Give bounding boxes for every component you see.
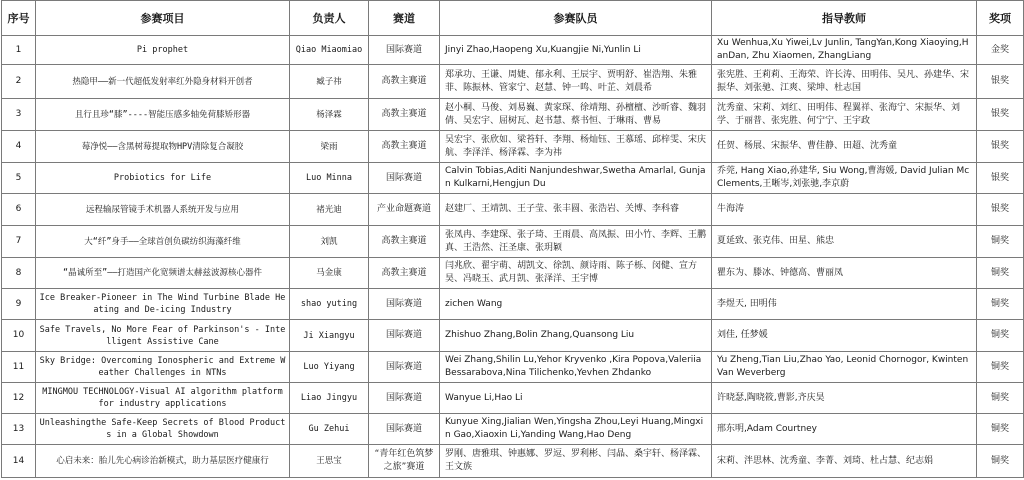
- header-advisors: 指导教师: [712, 1, 977, 36]
- cell-leader: 梁雨: [290, 131, 369, 163]
- cell-members: Calvin Tobias,Aditi Nanjundeshwar,Swetha Amarlal, Gunjan Kulkarni,Hengjun Du: [440, 163, 712, 194]
- cell-advisors: 沈秀童、宋莉、刘红、田明伟、程翼祥、张海宁、宋振华、刘学、于丽普、张宪胜、何宁宁、王宇政: [712, 99, 977, 131]
- cell-project: 大“纤”身手——全球首创负碳纺织海藻纤维: [36, 226, 290, 258]
- table-row: [2, 320, 1024, 352]
- cell-leader: shao yuting: [290, 289, 369, 320]
- cell-no: 8: [2, 258, 36, 289]
- cell-award: 铜奖: [977, 383, 1024, 414]
- header-leader: 负责人: [290, 1, 369, 36]
- cell-project: 且行且珍“膝”----智能压感多轴免荷膝矫形器: [36, 99, 290, 131]
- cell-advisors: 许晓瑟,陶晓筱,曹影,齐庆昊: [712, 383, 977, 414]
- cell-project: Safe Travels, No More Fear of Parkinson's - Intelligent Assistive Cane: [36, 320, 290, 352]
- table-body: [2, 36, 1024, 478]
- cell-members: Wei Zhang,Shilin Lu,Yehor Kryvenko ,Kira Popova,Valeriia Bessarabova,Nina Tilichenko,Yevhen Zhdanko: [440, 352, 712, 383]
- cell-track: 国际赛道: [369, 352, 440, 383]
- cell-project: Unleashingthe Safe-Keep Secrets of Blood Products in a Global Showdown: [36, 414, 290, 445]
- cell-award: 铜奖: [977, 320, 1024, 352]
- cell-award: 银奖: [977, 194, 1024, 226]
- cell-members: 闫兆欣、翟宇萌、胡凯文、徐凯、颜诗雨、陈子栎、闵健、宣方昊、冯晓玉、武月凯、张泽洋、王宇博: [440, 258, 712, 289]
- cell-advisors: 牛海涛: [712, 194, 977, 226]
- cell-leader: 杨泽霖: [290, 99, 369, 131]
- cell-no: 4: [2, 131, 36, 163]
- cell-no: 9: [2, 289, 36, 320]
- table-row: [2, 414, 1024, 445]
- cell-track: 高教主赛道: [369, 131, 440, 163]
- cell-no: 10: [2, 320, 36, 352]
- cell-leader: 臧子祎: [290, 65, 369, 99]
- table-row: [2, 163, 1024, 194]
- cell-track: 国际赛道: [369, 163, 440, 194]
- cell-award: 铜奖: [977, 445, 1024, 478]
- cell-project: 远程输尿管镜手术机器人系统开发与应用: [36, 194, 290, 226]
- cell-award: 铜奖: [977, 226, 1024, 258]
- cell-members: 赵小桐、马俊、刘易巍、黄家琛、徐靖翔、孙檀檀、沙昕睿、魏羽倩、吴宏宇、屈树瓦、赵书慧、蔡书恒、于琳雨、曹易: [440, 99, 712, 131]
- cell-advisors: 乔莞, Hang Xiao,孙建华, Siu Wong,曹海媛, David Julian McClements,王晰岑,刘张驰,李京蔚: [712, 163, 977, 194]
- cell-members: Wanyue Li,Hao Li: [440, 383, 712, 414]
- cell-advisors: 张宪胜、王莉莉、王海荣、许长涛、田明伟、吴凡、孙建华、宋振华、刘张驰、江爽、梁坤、杜志国: [712, 65, 977, 99]
- cell-no: 14: [2, 445, 36, 478]
- table-row: [2, 194, 1024, 226]
- header-project: 参赛项目: [36, 1, 290, 36]
- cell-members: zichen Wang: [440, 289, 712, 320]
- cell-leader: 刘凯: [290, 226, 369, 258]
- cell-advisors: 瞿东为、滕冰、钟德高、曹丽凤: [712, 258, 977, 289]
- cell-project: Probiotics for Life: [36, 163, 290, 194]
- cell-project: 莓净悦——含黑树莓提取物HPV清除复合凝胶: [36, 131, 290, 163]
- header-no: 序号: [2, 1, 36, 36]
- cell-track: 国际赛道: [369, 383, 440, 414]
- cell-no: 12: [2, 383, 36, 414]
- cell-leader: Gu Zehui: [290, 414, 369, 445]
- cell-leader: 马金康: [290, 258, 369, 289]
- awards-table: [1, 0, 1024, 478]
- cell-no: 1: [2, 36, 36, 65]
- cell-leader: Qiao Miaomiao: [290, 36, 369, 65]
- cell-members: 吴宏宇、张欣如、梁苔轩、李翔、杨灿钰、王慕瑶、邱梓雯、宋庆航、李泽洋、杨泽霖、李为祎: [440, 131, 712, 163]
- cell-advisors: 任贺、杨展、宋振华、曹佳静、田超、沈秀童: [712, 131, 977, 163]
- cell-project: Ice Breaker-Pioneer in The Wind Turbine Blade Heating and De-icing Industry: [36, 289, 290, 320]
- cell-award: 铜奖: [977, 289, 1024, 320]
- table-row: [2, 445, 1024, 478]
- cell-members: Jinyi Zhao,Haopeng Xu,Kuangjie Ni,Yunlin Li: [440, 36, 712, 65]
- cell-members: Kunyue Xing,Jialian Wen,Yingsha Zhou,Leyi Huang,Mingxin Gao,Xiaoxin Li,Yanding Wang,Hao Deng: [440, 414, 712, 445]
- header-row: [2, 1, 1024, 36]
- cell-advisors: 邢东明,Adam Courtney: [712, 414, 977, 445]
- cell-project: 热隐甲——新一代超低发射率红外隐身材料开创者: [36, 65, 290, 99]
- header-track: 赛道: [369, 1, 440, 36]
- cell-track: 高教主赛道: [369, 99, 440, 131]
- table-row: [2, 226, 1024, 258]
- header-award: 奖项: [977, 1, 1024, 36]
- cell-project: “晶诚所至”——打造国产化宽频谱太赫兹波源核心器件: [36, 258, 290, 289]
- cell-track: 高教主赛道: [369, 226, 440, 258]
- table-row: [2, 65, 1024, 99]
- header-members: 参赛队员: [440, 1, 712, 36]
- cell-track: 高教主赛道: [369, 258, 440, 289]
- cell-advisors: Yu Zheng,Tian Liu,Zhao Yao, Leonid Chornogor, Kwinten Van Weverberg: [712, 352, 977, 383]
- cell-award: 银奖: [977, 163, 1024, 194]
- cell-project: Pi prophet: [36, 36, 290, 65]
- cell-leader: Luo Minna: [290, 163, 369, 194]
- table-row: [2, 131, 1024, 163]
- cell-members: 张凤冉、李建琛、张子琦、王雨晨、高凤振、田小竹、李辉、王鹏真、王浩然、汪圣康、张玥颖: [440, 226, 712, 258]
- cell-members: 罗刚、唐雅琪、钟惠娜、罗逗、罗利彬、闫晶、桑宇轩、杨泽霖、王文族: [440, 445, 712, 478]
- cell-project: 心启未来：胎儿先心病诊治新模式，助力基层医疗健康行: [36, 445, 290, 478]
- cell-no: 13: [2, 414, 36, 445]
- cell-track: 国际赛道: [369, 320, 440, 352]
- cell-no: 2: [2, 65, 36, 99]
- cell-project: MINGMOU TECHNOLOGY-Visual AI algorithm platform for industry applications: [36, 383, 290, 414]
- cell-no: 3: [2, 99, 36, 131]
- cell-advisors: 宋莉、泮思林、沈秀童、李菁、刘琦、杜占慧、纪志娟: [712, 445, 977, 478]
- cell-members: Zhishuo Zhang,Bolin Zhang,Quansong Liu: [440, 320, 712, 352]
- cell-track: 产业命题赛道: [369, 194, 440, 226]
- cell-project: Sky Bridge: Overcoming Ionospheric and Extreme Weather Challenges in NTNs: [36, 352, 290, 383]
- cell-leader: Ji Xiangyu: [290, 320, 369, 352]
- cell-track: 国际赛道: [369, 289, 440, 320]
- cell-members: 赵建厂、王靖凯、王子莹、张丰圆、张浩岩、关博、李科睿: [440, 194, 712, 226]
- table-row: [2, 352, 1024, 383]
- cell-no: 7: [2, 226, 36, 258]
- cell-leader: 褚光迪: [290, 194, 369, 226]
- table-row: [2, 258, 1024, 289]
- cell-leader: Luo Yiyang: [290, 352, 369, 383]
- cell-advisors: 李煜天, 田明伟: [712, 289, 977, 320]
- cell-advisors: Xu Wenhua,Xu Yiwei,Lv Junlin, TangYan,Kong Xiaoying,HanDan, Zhu Xiaomen, ZhangLiang: [712, 36, 977, 65]
- cell-track: “青年红色筑梦之旅”赛道: [369, 445, 440, 478]
- cell-award: 银奖: [977, 99, 1024, 131]
- cell-award: 铜奖: [977, 258, 1024, 289]
- cell-award: 铜奖: [977, 414, 1024, 445]
- cell-track: 高教主赛道: [369, 65, 440, 99]
- cell-no: 5: [2, 163, 36, 194]
- cell-members: 郑承功、王谦、周婕、郁永利、王辰宇、贾明舒、崔浩翔、朱雅菲、陈振林、管家宁、赵慧、钟一鸣、叶芷、刘晨希: [440, 65, 712, 99]
- table-row: [2, 383, 1024, 414]
- cell-advisors: 夏延致、张克伟、田星、熊忠: [712, 226, 977, 258]
- cell-advisors: 刘佳, 任梦媛: [712, 320, 977, 352]
- cell-track: 国际赛道: [369, 36, 440, 65]
- cell-leader: 王思宝: [290, 445, 369, 478]
- cell-award: 铜奖: [977, 352, 1024, 383]
- cell-no: 11: [2, 352, 36, 383]
- cell-award: 银奖: [977, 65, 1024, 99]
- cell-leader: Liao Jingyu: [290, 383, 369, 414]
- cell-no: 6: [2, 194, 36, 226]
- cell-award: 金奖: [977, 36, 1024, 65]
- table-row: [2, 36, 1024, 65]
- cell-award: 银奖: [977, 131, 1024, 163]
- cell-track: 国际赛道: [369, 414, 440, 445]
- table-row: [2, 99, 1024, 131]
- table-row: [2, 289, 1024, 320]
